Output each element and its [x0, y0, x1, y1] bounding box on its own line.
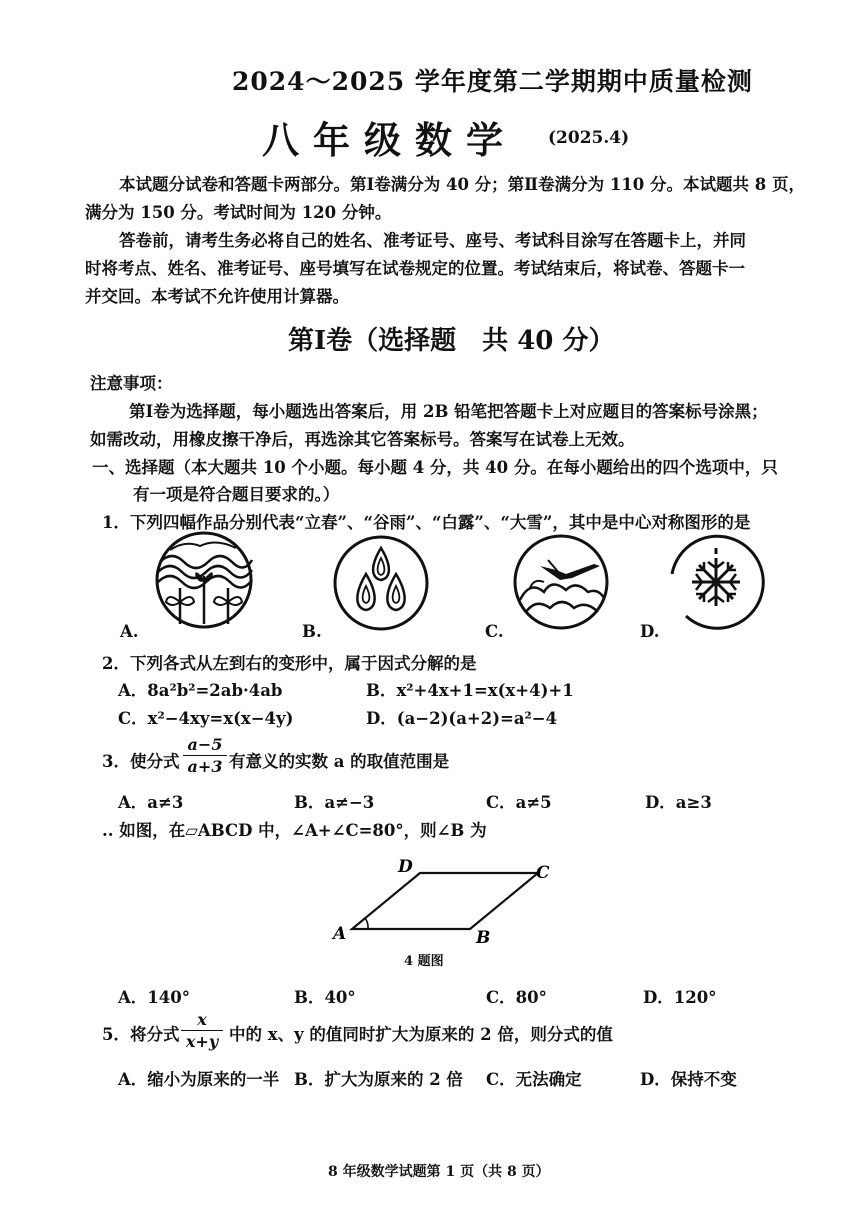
- vertex-label-c: C: [536, 863, 550, 883]
- q2-stem: 2．下列各式从左到右的变形中，属于因式分解的是: [102, 654, 477, 673]
- q5-option-c: C．无法确定: [486, 1070, 582, 1089]
- q5-option-b: B．扩大为原来的 2 倍: [294, 1070, 463, 1089]
- intro-p2-line2: 时将考点、姓名、准考证号、座号填写在试卷规定的位置。考试结束后，将试卷、答题卡一: [85, 259, 745, 278]
- q1-label-d: D.: [640, 622, 660, 641]
- q5-option-a: A．缩小为原来的一半: [118, 1070, 280, 1089]
- q1-label-c: C.: [485, 622, 504, 641]
- intro-p1-line1: 本试题分试卷和答题卡两部分。第Ⅰ卷满分为 40 分；第Ⅱ卷满分为 110 分。本试题共 8 页，: [119, 175, 805, 194]
- q1-stem: 1．下列四幅作品分别代表“立春”、“谷雨”、“白露”、“大雪”，其中是中心对称图形的是: [102, 513, 751, 532]
- figure-caption: 4 题图: [404, 954, 444, 969]
- q2-option-d: D．(a−2)(a+2)=a²−4: [366, 709, 558, 728]
- page-footer: 8 年级数学试题第 1 页（共 8 页）: [328, 1164, 550, 1180]
- snowflake-icon: [672, 536, 763, 628]
- q2-option-b: B．x²+4x+1=x(x+4)+1: [366, 681, 574, 700]
- vertex-label-d: D: [398, 857, 413, 877]
- section-title: 第Ⅰ卷（选择题 共 40 分）: [288, 326, 615, 356]
- q2-option-a: A．8a²b²=2ab·4ab: [118, 681, 283, 700]
- sprout-emblem-icon: [157, 533, 252, 627]
- q5-option-d: D．保持不变: [640, 1070, 737, 1089]
- q3-option-c: C．a≠5: [486, 793, 552, 812]
- q3-option-d: D．a≥3: [645, 793, 712, 812]
- intro-p2-line3: 并交回。本考试不允许使用计算器。: [85, 287, 349, 306]
- q5-frac-numerator: x: [197, 1010, 207, 1029]
- q4-stem: .. 如图，在▱ABCD 中，∠A+∠C=80°，则∠B 为: [102, 821, 487, 840]
- q4-option-d: D．120°: [643, 988, 717, 1007]
- q2-option-c: C．x²−4xy=x(x−4y): [118, 709, 294, 728]
- q3-frac-numerator: a−5: [187, 735, 223, 754]
- q3-option-b: B．a≠−3: [294, 793, 375, 812]
- q4-option-b: B．40°: [294, 988, 356, 1007]
- q1-label-b: B.: [302, 622, 322, 641]
- q3-stem-post: 有意义的实数 a 的取值范围是: [229, 752, 450, 771]
- q5-frac-denominator: x+y: [185, 1032, 219, 1051]
- notice-label: 注意事项：: [90, 374, 173, 393]
- exam-title: 2024～2025 学年度第二学期期中质量检测: [232, 67, 753, 96]
- exam-date: (2025.4): [548, 128, 630, 148]
- q4-option-c: C．80°: [486, 988, 547, 1007]
- subject-title: 八年级数学: [262, 118, 517, 162]
- part-title-line2: 有一项是符合题目要求的。）: [133, 485, 340, 504]
- water-drops-icon: [335, 537, 427, 629]
- q3-frac-denominator: a+3: [187, 757, 223, 776]
- q3-stem-pre: 3．使分式: [102, 752, 180, 771]
- vertex-label-a: A: [333, 924, 347, 944]
- notice-line1: 第Ⅰ卷为选择题，每小题选出答案后，用 2B 铅笔把答题卡上对应题目的答案标号涂黑；: [129, 402, 768, 421]
- q1-label-a: A.: [120, 622, 139, 641]
- q4-option-a: A．140°: [118, 988, 190, 1007]
- vertex-label-b: B: [476, 928, 491, 945]
- q3-fraction: [183, 735, 227, 776]
- notice-line2: 如需改动，用橡皮擦干净后，再选涂其它答案标号。答案写在试卷上无效。: [90, 430, 635, 449]
- q3-option-a: A．a≠3: [118, 793, 184, 812]
- intro-p2-line1: 答卷前，请考生务必将自己的姓名、准考证号、座号、考试科目涂写在答题卡上，并同: [119, 231, 746, 250]
- crane-over-hills-icon: [515, 536, 607, 628]
- parallelogram-figure: [320, 855, 580, 945]
- intro-p1-line2: 满分为 150 分。考试时间为 120 分钟。: [85, 203, 392, 222]
- q5-stem-post: 中的 x、y 的值同时扩大为原来的 2 倍，则分式的值: [229, 1025, 613, 1044]
- part-title-line1: 一、选择题（本大题共 10 个小题。每小题 4 分，共 40 分。在每小题给出的四个选项中，只: [92, 458, 778, 477]
- q5-fraction: [181, 1010, 223, 1051]
- q5-stem-pre: 5．将分式: [102, 1025, 180, 1044]
